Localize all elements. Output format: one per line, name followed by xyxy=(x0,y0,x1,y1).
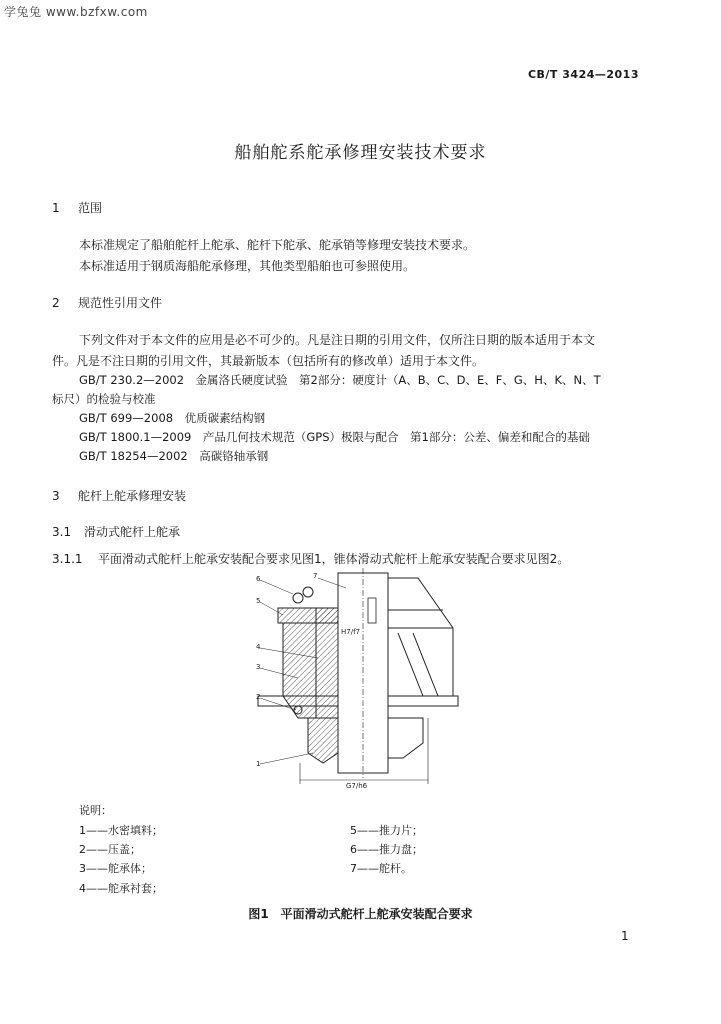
fit-bottom-label: G7/h6 xyxy=(346,782,368,790)
section-1-heading xyxy=(52,199,102,216)
bearing-housing-left xyxy=(283,623,316,718)
section-2-intro-line-2: 件。凡是不注日期的引用文件，其最新版本（包括所有的修改单）适用于本文件。 xyxy=(52,354,485,368)
subsection-number: 3.1 xyxy=(52,525,72,539)
reference-gb-t-230-2: GB/T 230.2—2002 金属洛氏硬度试验 第2部分：硬度计（A、B、C、D、E、F、G、H、K、N、T xyxy=(79,373,601,387)
section-3-heading xyxy=(52,487,186,504)
legend-title: 说明： xyxy=(79,804,112,817)
watermark: 学兔兔 www.bzfxw.com xyxy=(4,5,148,19)
section-number: 1 xyxy=(52,201,60,215)
legend-item-6: 6——推力盘； xyxy=(350,843,423,856)
label-2: 2 xyxy=(256,693,261,701)
reference-gb-t-1800-1: GB/T 1800.1—2009 产品几何技术规范（GPS）极限与配合 第1部分：公差、偏差和配合的基础 xyxy=(79,430,590,444)
section-title: 范围 xyxy=(78,201,103,215)
label-4: 4 xyxy=(256,643,261,651)
clause-text: 平面滑动式舵杆上舵承安装配合要求见图1，锥体滑动式舵杆上舵承安装配合要求见图2。 xyxy=(98,552,570,566)
legend-item-4: 4——舵承衬套； xyxy=(79,882,163,895)
label-3: 3 xyxy=(256,663,261,671)
section-1-paragraph-1: 本标准规定了船舶舵杆上舵承、舵杆下舵承、舵承销等修理安装技术要求。 xyxy=(79,238,476,252)
fit-top-label: H7/f7 xyxy=(341,628,360,636)
page-number: 1 xyxy=(621,929,629,943)
figure-1-drawing xyxy=(238,568,468,790)
legend-item-1: 1——水密填料； xyxy=(79,824,163,837)
subsection-title: 滑动式舵杆上舵承 xyxy=(84,525,181,539)
section-1-paragraph-2: 本标准适用于钢质海船舵承修理，其他类型船舶也可参照使用。 xyxy=(79,259,416,273)
section-number: 2 xyxy=(52,296,60,310)
label-1: 1 xyxy=(256,760,261,768)
figure-1-caption: 图1 平面滑动式舵杆上舵承安装配合要求 xyxy=(248,907,473,921)
reference-gb-t-699: GB/T 699—2008 优质碳素结构钢 xyxy=(79,411,266,425)
section-number: 3 xyxy=(52,489,60,503)
bolt-2 xyxy=(303,587,313,597)
document-title: 船舶舵系舵承修理安装技术要求 xyxy=(234,143,487,163)
label-7: 7 xyxy=(313,572,318,580)
clause-number: 3.1.1 xyxy=(52,552,83,566)
section-title: 规范性引用文件 xyxy=(78,296,163,310)
legend-item-2: 2——压盖； xyxy=(79,843,141,856)
legend-item-7: 7——舵杆。 xyxy=(350,862,412,875)
section-2-intro-line-1: 下列文件对于本文件的应用是必不可少的。凡是注日期的引用文件，仅所注日期的版本适用于本文 xyxy=(79,333,596,347)
standard-code: CB/T 3424—2013 xyxy=(527,68,639,81)
label-6: 6 xyxy=(256,575,261,583)
legend-item-3: 3——舵承体； xyxy=(79,862,152,875)
reference-gb-t-18254: GB/T 18254—2002 高碳铬轴承钢 xyxy=(79,449,269,463)
bolt-1 xyxy=(293,593,303,603)
legend-item-5: 5——推力片； xyxy=(350,824,423,837)
section-2-heading xyxy=(52,294,162,311)
label-5: 5 xyxy=(256,597,261,605)
bearing-housing-right xyxy=(388,578,453,696)
bearing-bush xyxy=(316,608,338,718)
gland xyxy=(278,608,338,623)
subsection-3-1-1 xyxy=(52,550,569,567)
subsection-3-1-heading xyxy=(52,523,180,540)
lower-housing xyxy=(308,718,338,763)
rudder-carrier-drawing xyxy=(238,568,468,790)
reference-gb-t-230-2-continued: 标尺）的检验与校准 xyxy=(52,392,156,406)
section-title: 舵杆上舵承修理安装 xyxy=(78,489,187,503)
